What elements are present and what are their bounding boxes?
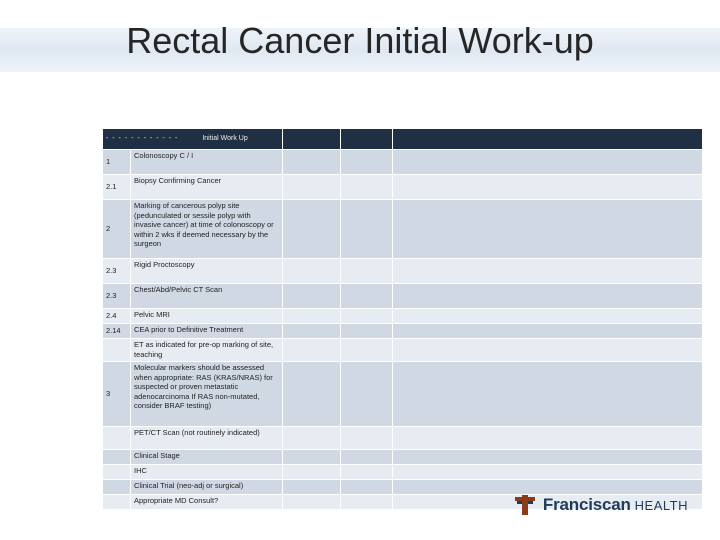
row-number: 1 xyxy=(103,150,131,175)
row-number: 2.4 xyxy=(103,309,131,324)
row-date-cell xyxy=(283,339,341,362)
row-item-text: Molecular markers should be assessed when appropriate: RAS (KRAS/NRAS) for suspected or proven metastatic adenocarcinoma If RAS non-mutated, consider BRAF testing) xyxy=(131,362,283,427)
row-notes-cell xyxy=(393,309,703,324)
row-notes-cell xyxy=(393,362,703,427)
row-guideline-cell xyxy=(341,150,393,175)
row-guideline-cell xyxy=(341,200,393,259)
row-guideline-cell xyxy=(341,309,393,324)
row-guideline-cell xyxy=(341,362,393,427)
row-date-cell xyxy=(283,200,341,259)
row-number: 2 xyxy=(103,200,131,259)
row-number: 3 xyxy=(103,362,131,427)
row-number: 2.3 xyxy=(103,284,131,309)
cross-logo-icon xyxy=(513,493,537,517)
row-date-cell xyxy=(283,450,341,465)
logo-subtext: HEALTH xyxy=(634,497,688,513)
table-row xyxy=(103,450,703,465)
row-notes-cell xyxy=(393,324,703,339)
logo-wordmark: Franciscan xyxy=(542,495,631,514)
row-item-text: Chest/Abd/Pelvic CT Scan xyxy=(131,284,283,309)
row-item-text: Colonoscopy C / I xyxy=(131,150,283,175)
row-guideline-cell xyxy=(341,339,393,362)
row-number xyxy=(103,427,131,450)
row-notes-cell xyxy=(393,427,703,450)
row-guideline-cell xyxy=(341,450,393,465)
row-date-cell xyxy=(283,362,341,427)
row-item-text: Clinical Trial (neo-adj or surgical) xyxy=(131,480,283,495)
row-item-text: ET as indicated for pre-op marking of site, teaching xyxy=(131,339,283,362)
table-row xyxy=(103,362,703,427)
row-guideline-cell xyxy=(341,427,393,450)
page-title: Rectal Cancer Initial Work-up xyxy=(126,20,594,61)
row-item-text: Appropriate MD Consult? xyxy=(131,495,283,510)
row-date-cell xyxy=(283,150,341,175)
row-date-cell xyxy=(283,309,341,324)
row-number xyxy=(103,480,131,495)
row-number: 2.14 xyxy=(103,324,131,339)
row-notes-cell xyxy=(393,200,703,259)
workup-table xyxy=(102,128,703,510)
row-notes-cell xyxy=(393,284,703,309)
row-number: 2.1 xyxy=(103,175,131,200)
table-row xyxy=(103,284,703,309)
row-notes-cell xyxy=(393,175,703,200)
row-date-cell xyxy=(283,259,341,284)
table-row xyxy=(103,309,703,324)
row-number: 2.3 xyxy=(103,259,131,284)
header-guideline-cell xyxy=(341,129,393,150)
table-row xyxy=(103,150,703,175)
table-row xyxy=(103,465,703,480)
row-date-cell xyxy=(283,284,341,309)
row-number xyxy=(103,465,131,480)
row-date-cell xyxy=(283,175,341,200)
header-initial-workup: Initial Work Up xyxy=(202,135,248,143)
row-date-cell xyxy=(283,324,341,339)
table-row xyxy=(103,259,703,284)
table-row xyxy=(103,200,703,259)
row-number xyxy=(103,495,131,510)
table-row xyxy=(103,427,703,450)
header-notes-cell xyxy=(393,129,703,150)
row-notes-cell xyxy=(393,450,703,465)
row-date-cell xyxy=(283,465,341,480)
row-guideline-cell xyxy=(341,495,393,510)
table-row xyxy=(103,175,703,200)
row-guideline-cell xyxy=(341,284,393,309)
header-dashes-cell xyxy=(103,129,283,150)
row-guideline-cell xyxy=(341,480,393,495)
row-notes-cell xyxy=(393,259,703,284)
row-guideline-cell xyxy=(341,259,393,284)
row-date-cell xyxy=(283,495,341,510)
row-notes-cell xyxy=(393,339,703,362)
row-item-text: Marking of cancerous polyp site (pedunculated or sessile polyp with invasive cancer) at time of colonoscopy or within 2 wks if deemed necessary by the surgeon xyxy=(131,200,283,259)
franciscan-logo xyxy=(513,491,688,519)
row-item-text: PET/CT Scan (not routinely indicated) xyxy=(131,427,283,450)
header-date-cell xyxy=(283,129,341,150)
row-number xyxy=(103,450,131,465)
row-item-text: Pelvic MRI xyxy=(131,309,283,324)
row-notes-cell xyxy=(393,465,703,480)
table-row xyxy=(103,339,703,362)
row-number xyxy=(103,339,131,362)
table-row xyxy=(103,324,703,339)
row-guideline-cell xyxy=(341,175,393,200)
row-item-text: CEA prior to Definitive Treatment xyxy=(131,324,283,339)
row-item-text: Biopsy Confirming Cancer xyxy=(131,175,283,200)
row-item-text: Rigid Proctoscopy xyxy=(131,259,283,284)
row-notes-cell xyxy=(393,150,703,175)
row-date-cell xyxy=(283,427,341,450)
row-item-text: Clinical Stage xyxy=(131,450,283,465)
row-guideline-cell xyxy=(341,465,393,480)
row-guideline-cell xyxy=(341,324,393,339)
row-date-cell xyxy=(283,480,341,495)
row-item-text: IHC xyxy=(131,465,283,480)
header-dashes: - - - - - - - - - - - - xyxy=(106,135,179,143)
table-header-row xyxy=(103,129,703,150)
